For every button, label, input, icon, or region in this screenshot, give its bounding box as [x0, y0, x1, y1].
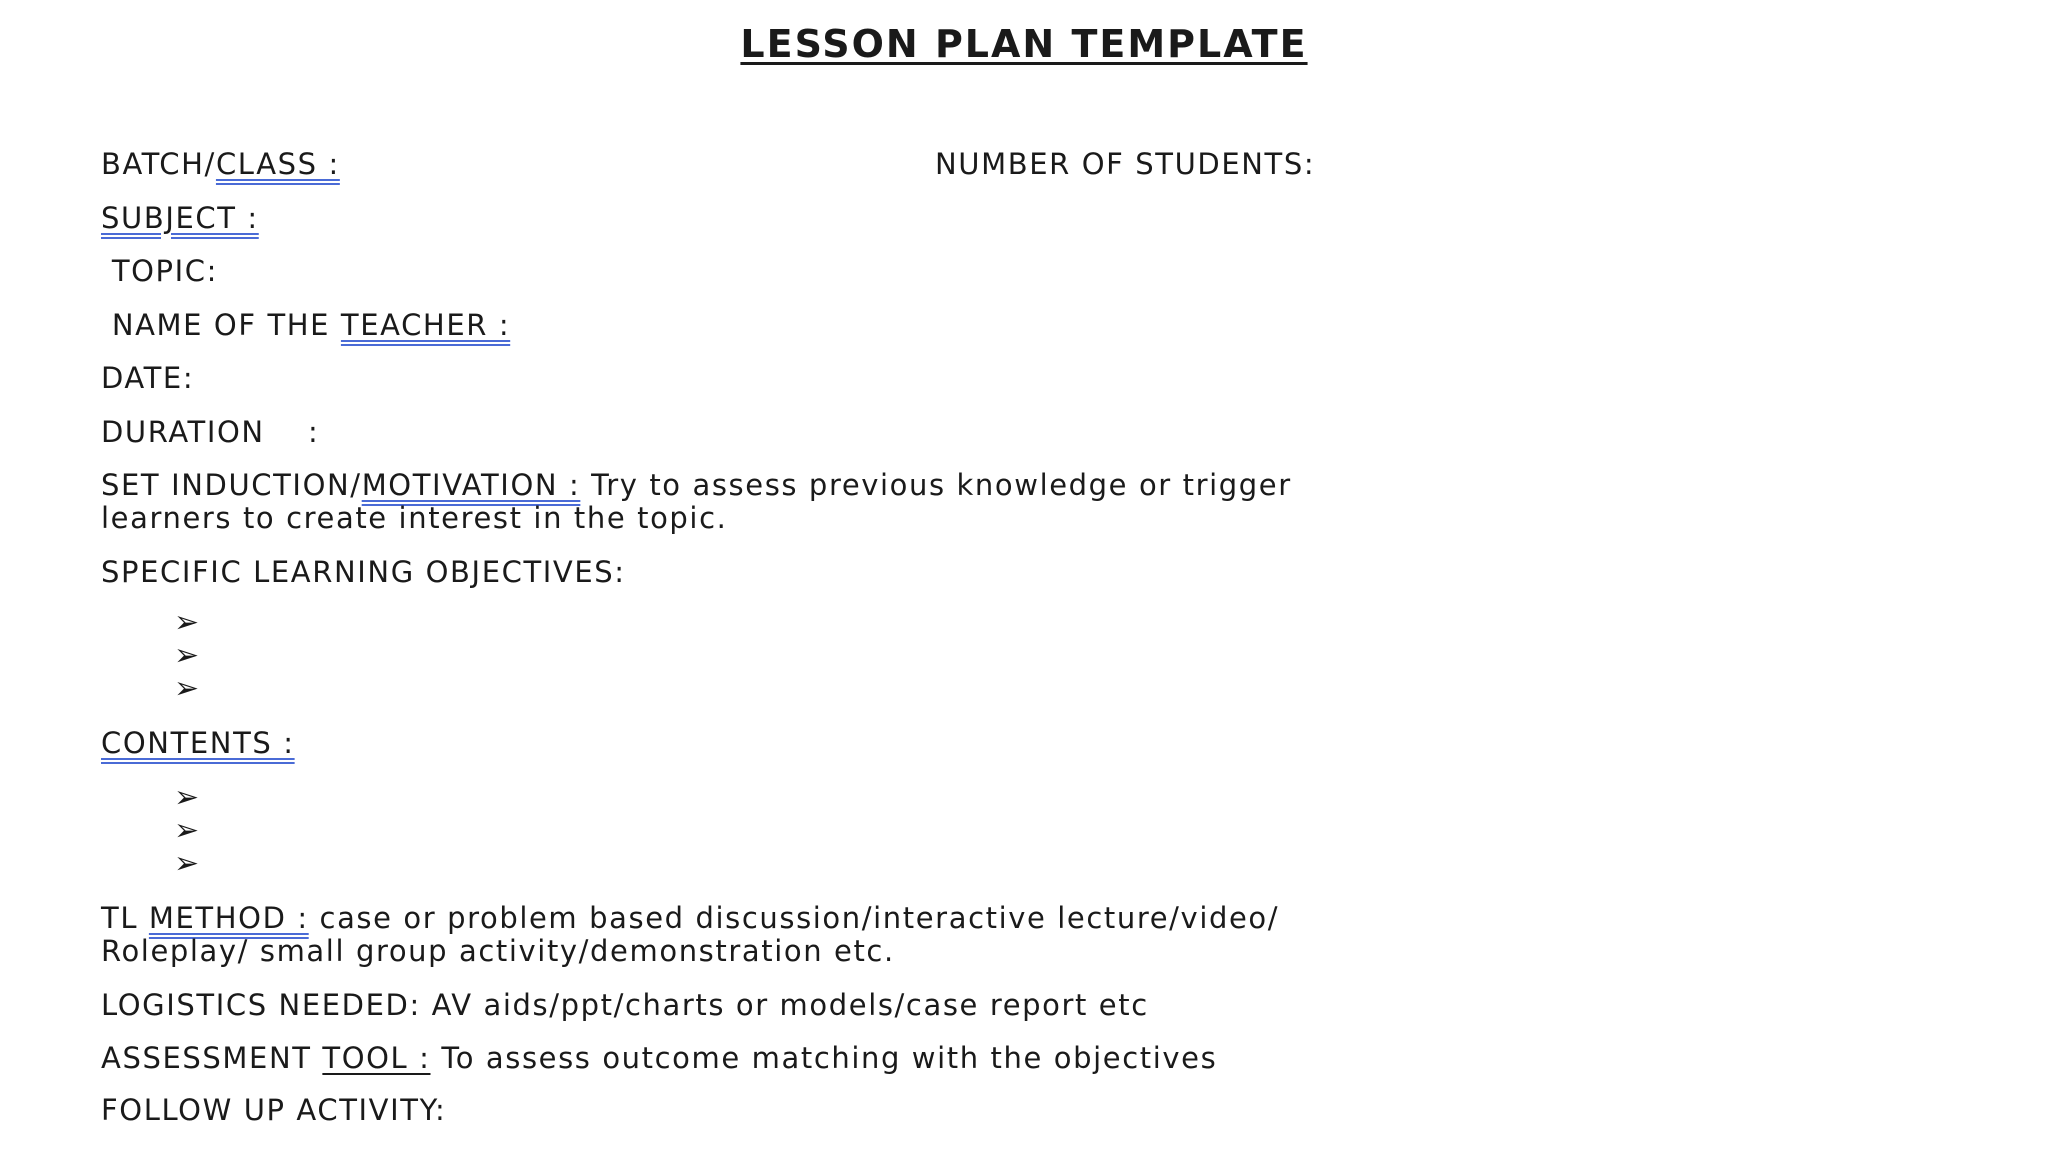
assessment-field	[101, 1042, 1217, 1075]
number-of-students-field: NUMBER OF STUDENTS:	[935, 147, 1316, 181]
assessment-prefix: ASSESSMENT	[101, 1041, 323, 1075]
document-title-text: LESSON PLAN TEMPLATE	[740, 22, 1308, 66]
tl-method-line-1	[101, 902, 1279, 935]
tool-label: TOOL :	[322, 1041, 431, 1075]
duration-field: DURATION :	[101, 415, 320, 449]
batch-class-field	[101, 148, 340, 181]
contents-label: CONTENTS :	[101, 726, 295, 760]
objective-bullet-icon: ➢	[174, 605, 200, 640]
objective-bullet-icon: ➢	[174, 671, 200, 706]
date-field: DATE:	[101, 361, 195, 395]
tl-method-prefix: TL	[101, 901, 149, 935]
topic-field: TOPIC:	[101, 254, 219, 288]
follow-up-field: FOLLOW UP ACTIVITY:	[101, 1093, 447, 1127]
batch-class-prefix: BATCH/	[101, 147, 216, 181]
motivation-label: MOTIVATION :	[361, 468, 581, 502]
subject-label: SUBJECT :	[101, 201, 259, 235]
teacher-label: TEACHER :	[340, 308, 511, 342]
batch-class-label: CLASS :	[215, 147, 340, 181]
content-bullet-icon: ➢	[174, 813, 200, 848]
tl-method-line-2: Roleplay/ small group activity/demonstration etc.	[101, 934, 895, 968]
logistics-field: LOGISTICS NEEDED: AV aids/ppt/charts or models/case report etc	[101, 988, 1149, 1022]
document-title	[0, 22, 2048, 66]
assessment-text: To assess outcome matching with the objectives	[430, 1041, 1218, 1075]
set-induction-line-2: learners to create interest in the topic.	[101, 501, 728, 535]
content-bullet-icon: ➢	[174, 846, 200, 881]
teacher-prefix: NAME OF THE	[101, 308, 341, 342]
method-label: METHOD :	[148, 901, 309, 935]
set-induction-prefix: SET INDUCTION/	[101, 468, 362, 502]
tl-method-text: case or problem based discussion/interactive lecture/video/	[308, 901, 1280, 935]
objective-bullet-icon: ➢	[174, 638, 200, 673]
subject-field	[101, 202, 259, 235]
set-induction-line-1	[101, 469, 1292, 502]
set-induction-text: Try to assess previous knowledge or trigger	[580, 468, 1292, 502]
content-bullet-icon: ➢	[174, 780, 200, 815]
contents-heading	[101, 727, 295, 760]
objectives-heading: SPECIFIC LEARNING OBJECTIVES:	[101, 555, 626, 589]
teacher-field	[101, 309, 510, 342]
